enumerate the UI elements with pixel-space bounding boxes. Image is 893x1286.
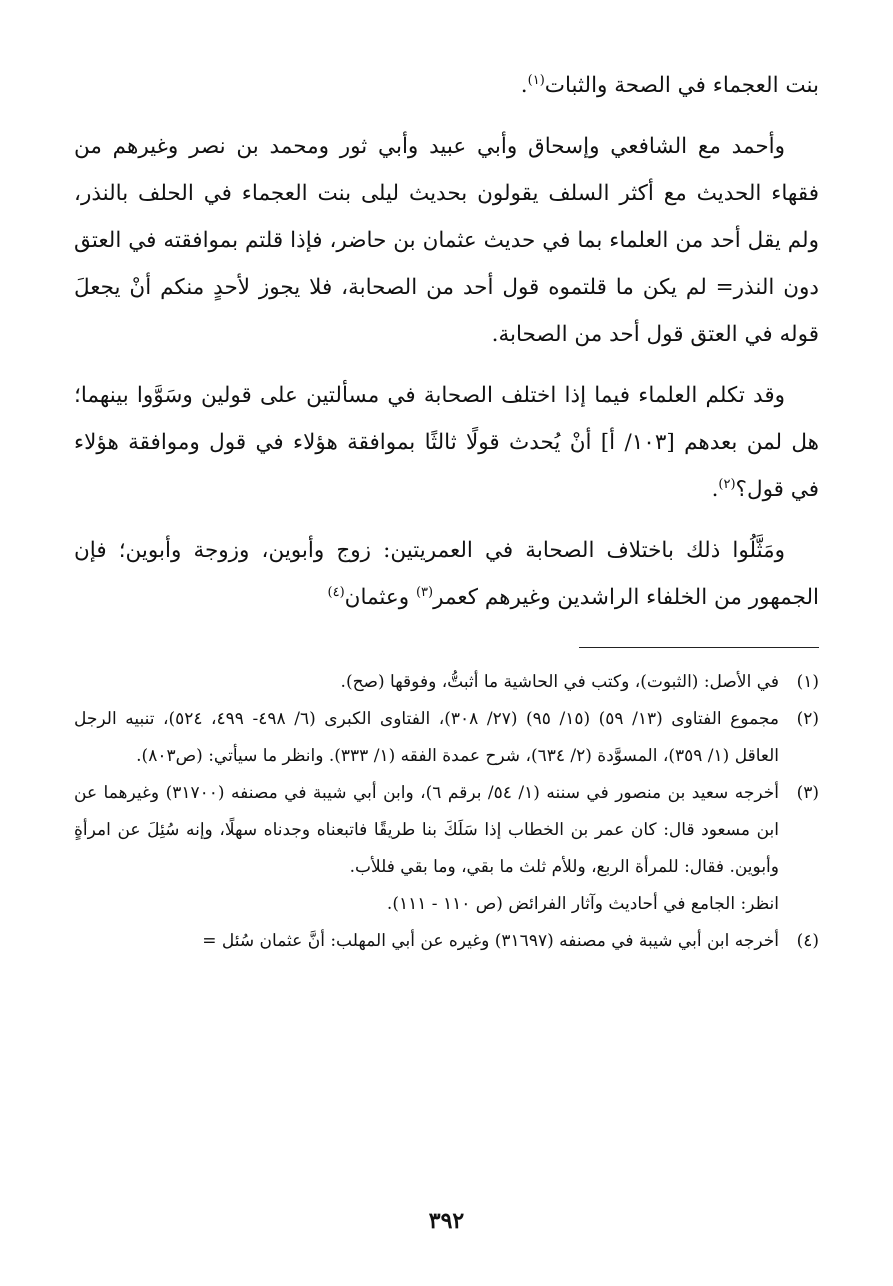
footnote-4 bbox=[74, 923, 819, 960]
footnotes-list bbox=[74, 664, 819, 960]
footnote-3 bbox=[74, 775, 819, 923]
footnote-1 bbox=[74, 664, 819, 701]
paragraph-2-text: وأحمد مع الشافعي وإسحاق وأبي عبيد وأبي ثور ومحمد بن نصر وغيرهم من فقهاء الحديث مع أكثر السلف يقولون بحديث ليلى بنت العجماء في الحلف بالنذر، ولم يقل أحد من العلماء بما في حديث عثمان بن حاضر، فإذا قلتم بموافقته في العتق دون النذر= لم يكن ما قلتموه قول أحد من الصحابة، فلا يجوز لأحدٍ منكم أنْ يجعلَ قوله في العتق قول أحد من الصحابة. bbox=[74, 134, 819, 347]
footnote-2 bbox=[74, 701, 819, 775]
footnote-text bbox=[74, 701, 779, 775]
footnote-text bbox=[74, 775, 779, 923]
paragraph-4-text: ومَثَّلُوا ذلك باختلاف الصحابة في العمريتين: زوج وأبوين، وزوجة وأبوين؛ فإن الجمهور من الخلفاء الراشدين وغيرهم كعمر bbox=[74, 538, 819, 610]
footnote-line: انظر: الجامع في أحاديث وآثار الفرائض (ص ١١٠ - ١١١). bbox=[386, 894, 779, 914]
paragraph-4-mid: وعثمان bbox=[344, 585, 416, 610]
footnote-line: أخرجه سعيد بن منصور في سننه (١/ ٥٤/ برقم ٦)، وابن أبي شيبة في مصنفه (٣١٧٠٠) وغيرهما عن ابن مسعود قال: كان عمر بن الخطاب إذا سَلَكَ بنا طريقًا فاتبعناه وجدناه سهلًا، وإنه سُئِلَ عن امرأةٍ وأبوين. فقال: للمرأة الربع، وللأم ثلث ما بقي، وما بقي فللأب. bbox=[74, 783, 779, 877]
footnote-ref-2[interactable]: (٢) bbox=[718, 476, 736, 492]
paragraph-3-text: وقد تكلم العلماء فيما إذا اختلف الصحابة في مسألتين على قولين وسَوَّوا بينهما؛ هل لمن بعدهم [١٠٣/ أ] أنْ يُحدث قولًا ثالثًا بموافقة هؤلاء في قول وموافقة هؤلاء في قول؟ bbox=[74, 383, 819, 502]
paragraph-2 bbox=[74, 123, 819, 358]
footnote-text bbox=[74, 923, 779, 960]
footnote-ref-3[interactable]: (٣) bbox=[415, 584, 434, 600]
footnote-number: (١) bbox=[796, 672, 819, 692]
page-number: ٣٩٢ bbox=[428, 1208, 465, 1234]
paragraph-3-end: . bbox=[711, 477, 719, 502]
footnote-number: (٢) bbox=[796, 709, 819, 729]
footnote-number: (٤) bbox=[796, 931, 819, 951]
footnote-text bbox=[74, 664, 779, 701]
paragraph-4 bbox=[74, 527, 819, 621]
footnote-ref-1[interactable]: (١) bbox=[527, 72, 545, 88]
footnote-line: مجموع الفتاوى (١٣/ ٥٩) (١٥/ ٩٥) (٢٧/ ٣٠٨)، الفتاوى الكبرى (٦/ ٤٩٨- ٤٩٩، ٥٢٤)، تنبيه الرجل العاقل (١/ ٣٥٩)، المسوَّدة (٢/ ٦٣٤)، شرح عمدة الفقه (١/ ٣٣٣). وانظر ما سيأتي: (ص٨٠٣). bbox=[74, 709, 779, 766]
footnote-line: أخرجه ابن أبي شيبة في مصنفه (٣١٦٩٧) وغيره عن أبي المهلب: أنَّ عثمان سُئل = bbox=[202, 931, 779, 951]
paragraph-1-end: . bbox=[520, 73, 528, 98]
paragraph-1-text: بنت العجماء في الصحة والثبات bbox=[544, 73, 819, 98]
footnote-separator bbox=[579, 647, 819, 648]
footnote-number: (٣) bbox=[796, 783, 819, 803]
footnote-line: في الأصل: (الثبوت)، وكتب في الحاشية ما أثبتُّ، وفوقها (صح). bbox=[340, 672, 779, 692]
document-page bbox=[74, 62, 819, 1246]
paragraph-1 bbox=[74, 62, 819, 109]
paragraph-3 bbox=[74, 372, 819, 513]
footnote-ref-4[interactable]: (٤) bbox=[327, 584, 345, 600]
